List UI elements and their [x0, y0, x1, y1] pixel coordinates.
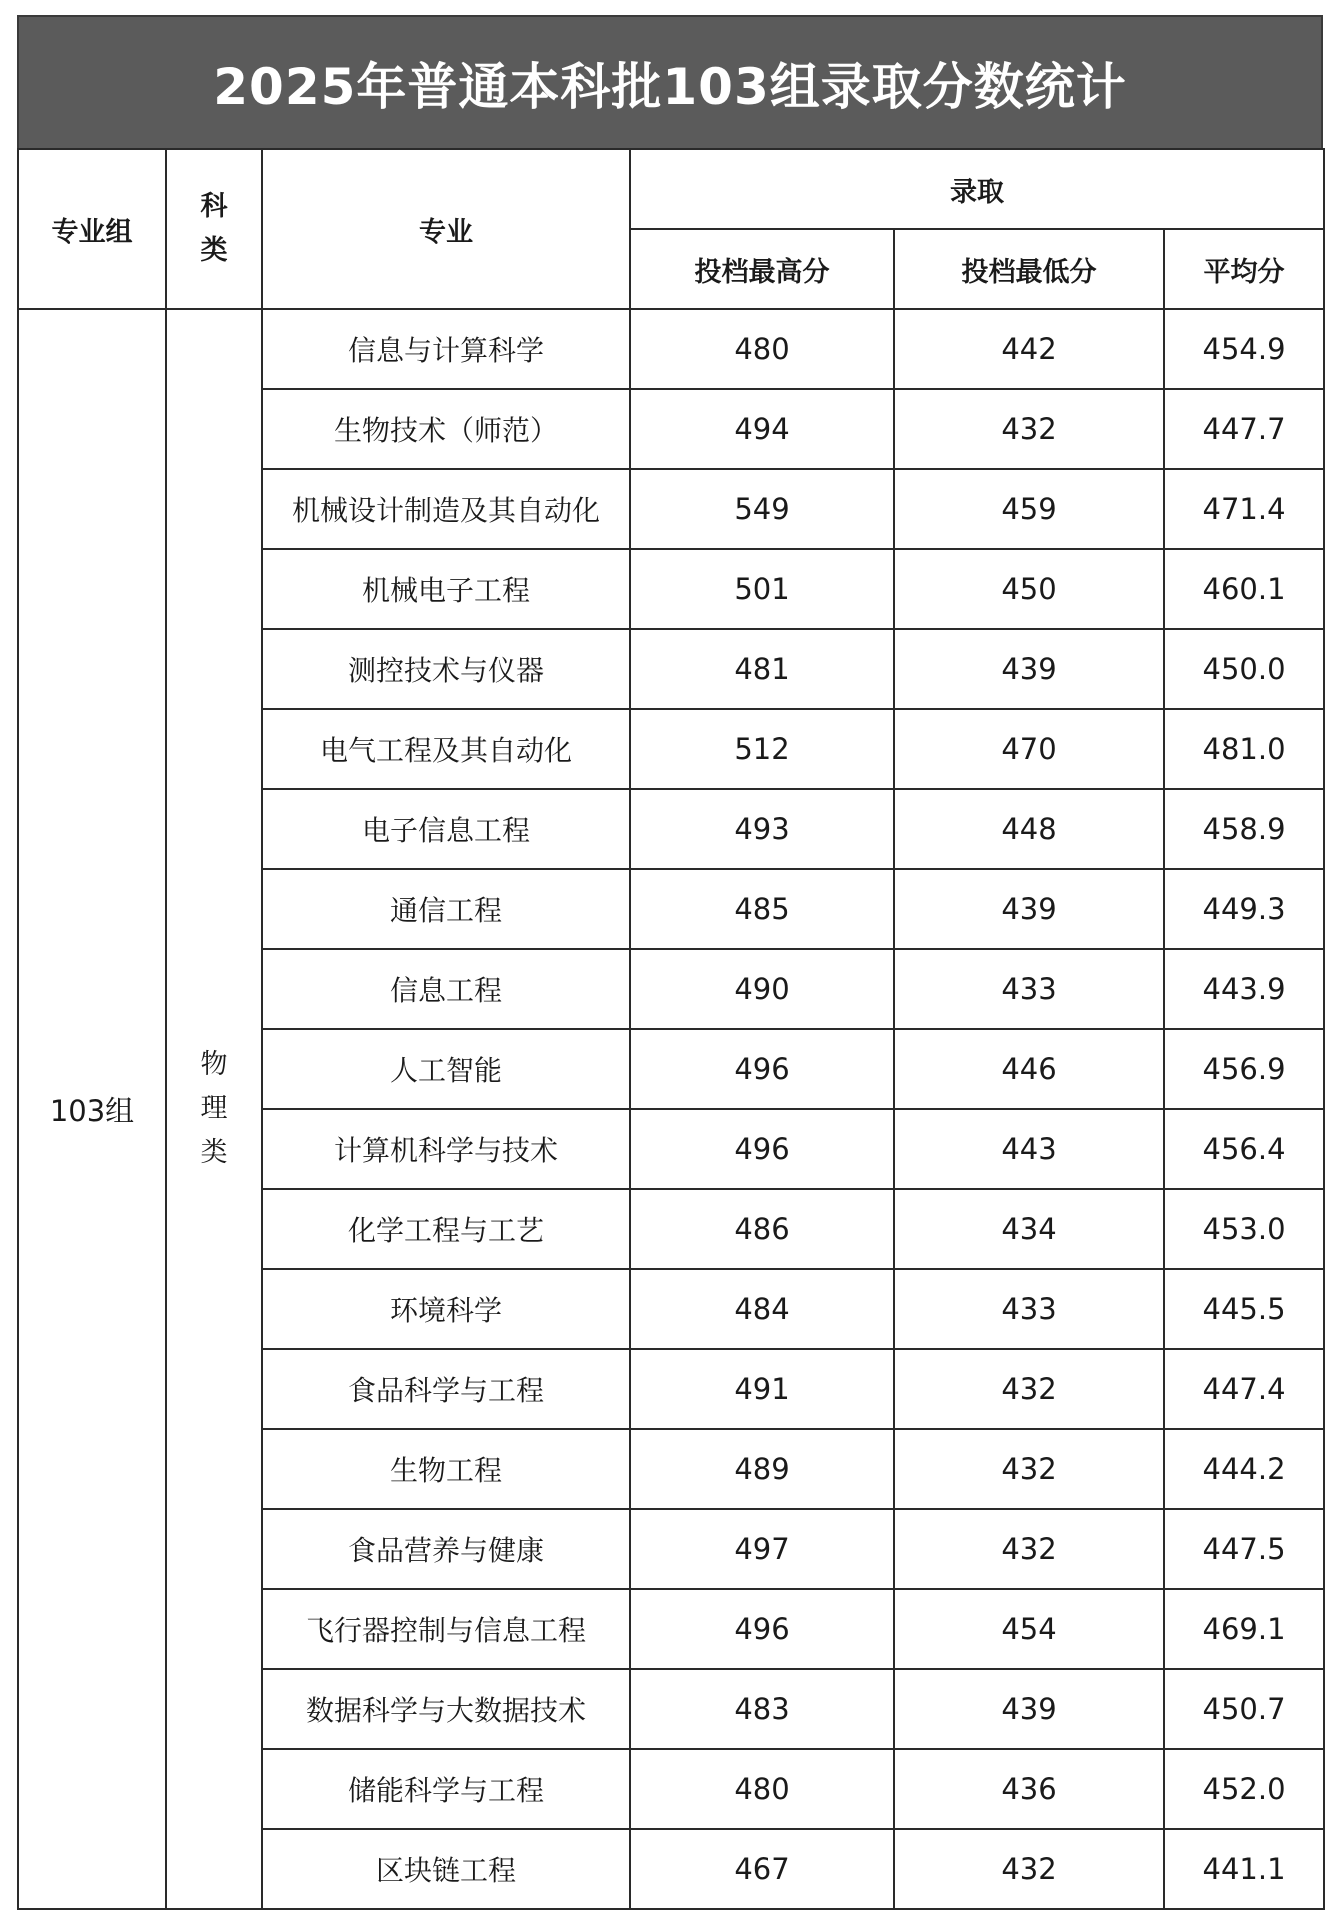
- min-score-cell: 442: [894, 309, 1164, 389]
- min-score-cell: 434: [894, 1189, 1164, 1269]
- max-score-cell: 549: [630, 469, 894, 549]
- max-score-cell: 467: [630, 1829, 894, 1909]
- major-cell: 食品科学与工程: [262, 1349, 630, 1429]
- major-cell: 机械电子工程: [262, 549, 630, 629]
- min-score-cell: 446: [894, 1029, 1164, 1109]
- max-score-cell: 501: [630, 549, 894, 629]
- avg-score-cell: 450.7: [1164, 1669, 1324, 1749]
- min-score-cell: 448: [894, 789, 1164, 869]
- major-cell: 生物工程: [262, 1429, 630, 1509]
- table-body: [18, 309, 1324, 1909]
- max-score-cell: 483: [630, 1669, 894, 1749]
- max-score-cell: 497: [630, 1509, 894, 1589]
- header-min-score: 投档最低分: [894, 229, 1164, 309]
- avg-score-cell: 441.1: [1164, 1829, 1324, 1909]
- header-subject: [166, 149, 262, 309]
- avg-score-cell: 456.4: [1164, 1109, 1324, 1189]
- max-score-cell: 496: [630, 1589, 894, 1669]
- max-score-cell: 493: [630, 789, 894, 869]
- avg-score-cell: 444.2: [1164, 1429, 1324, 1509]
- min-score-cell: 432: [894, 1829, 1164, 1909]
- min-score-cell: 432: [894, 1429, 1164, 1509]
- header-admission: 录取: [630, 149, 1324, 229]
- min-score-cell: 470: [894, 709, 1164, 789]
- min-score-cell: 459: [894, 469, 1164, 549]
- avg-score-cell: 443.9: [1164, 949, 1324, 1029]
- max-score-cell: 490: [630, 949, 894, 1029]
- major-cell: 区块链工程: [262, 1829, 630, 1909]
- page-title: 2025年普通本科批103组录取分数统计: [17, 15, 1323, 148]
- avg-score-cell: 481.0: [1164, 709, 1324, 789]
- max-score-cell: 496: [630, 1109, 894, 1189]
- min-score-cell: 432: [894, 1349, 1164, 1429]
- avg-score-cell: 453.0: [1164, 1189, 1324, 1269]
- avg-score-cell: 447.7: [1164, 389, 1324, 469]
- min-score-cell: 432: [894, 1509, 1164, 1589]
- major-cell: 生物技术（师范）: [262, 389, 630, 469]
- min-score-cell: 439: [894, 869, 1164, 949]
- major-cell: 信息工程: [262, 949, 630, 1029]
- major-cell: 计算机科学与技术: [262, 1109, 630, 1189]
- major-cell: 信息与计算科学: [262, 309, 630, 389]
- avg-score-cell: 452.0: [1164, 1749, 1324, 1829]
- header-avg-score: 平均分: [1164, 229, 1324, 309]
- subject-cell-text: 物理类: [200, 1049, 228, 1168]
- major-cell: 测控技术与仪器: [262, 629, 630, 709]
- major-cell: 环境科学: [262, 1269, 630, 1349]
- avg-score-cell: 454.9: [1164, 309, 1324, 389]
- min-score-cell: 439: [894, 1669, 1164, 1749]
- subject-cell: [166, 309, 262, 1909]
- major-cell: 食品营养与健康: [262, 1509, 630, 1589]
- avg-score-cell: 460.1: [1164, 549, 1324, 629]
- max-score-cell: 512: [630, 709, 894, 789]
- header-group: 专业组: [18, 149, 166, 309]
- avg-score-cell: 456.9: [1164, 1029, 1324, 1109]
- header-subject-text: 科类: [200, 191, 228, 266]
- major-cell: 通信工程: [262, 869, 630, 949]
- min-score-cell: 454: [894, 1589, 1164, 1669]
- min-score-cell: 433: [894, 949, 1164, 1029]
- max-score-cell: 481: [630, 629, 894, 709]
- header-max-score: 投档最高分: [630, 229, 894, 309]
- min-score-cell: 432: [894, 389, 1164, 469]
- avg-score-cell: 447.5: [1164, 1509, 1324, 1589]
- max-score-cell: 494: [630, 389, 894, 469]
- min-score-cell: 433: [894, 1269, 1164, 1349]
- min-score-cell: 439: [894, 629, 1164, 709]
- avg-score-cell: 445.5: [1164, 1269, 1324, 1349]
- avg-score-cell: 447.4: [1164, 1349, 1324, 1429]
- group-cell: 103组: [18, 309, 166, 1909]
- min-score-cell: 443: [894, 1109, 1164, 1189]
- max-score-cell: 491: [630, 1349, 894, 1429]
- max-score-cell: 485: [630, 869, 894, 949]
- table-row: [18, 309, 1324, 389]
- score-sheet: [17, 15, 1323, 1910]
- avg-score-cell: 458.9: [1164, 789, 1324, 869]
- max-score-cell: 486: [630, 1189, 894, 1269]
- avg-score-cell: 450.0: [1164, 629, 1324, 709]
- major-cell: 人工智能: [262, 1029, 630, 1109]
- major-cell: 数据科学与大数据技术: [262, 1669, 630, 1749]
- major-cell: 飞行器控制与信息工程: [262, 1589, 630, 1669]
- major-cell: 电气工程及其自动化: [262, 709, 630, 789]
- avg-score-cell: 469.1: [1164, 1589, 1324, 1669]
- score-table: [17, 148, 1325, 1910]
- avg-score-cell: 449.3: [1164, 869, 1324, 949]
- major-cell: 电子信息工程: [262, 789, 630, 869]
- header-major: 专业: [262, 149, 630, 309]
- major-cell: 化学工程与工艺: [262, 1189, 630, 1269]
- min-score-cell: 450: [894, 549, 1164, 629]
- max-score-cell: 480: [630, 1749, 894, 1829]
- major-cell: 储能科学与工程: [262, 1749, 630, 1829]
- max-score-cell: 489: [630, 1429, 894, 1509]
- max-score-cell: 480: [630, 309, 894, 389]
- max-score-cell: 484: [630, 1269, 894, 1349]
- major-cell: 机械设计制造及其自动化: [262, 469, 630, 549]
- min-score-cell: 436: [894, 1749, 1164, 1829]
- avg-score-cell: 471.4: [1164, 469, 1324, 549]
- max-score-cell: 496: [630, 1029, 894, 1109]
